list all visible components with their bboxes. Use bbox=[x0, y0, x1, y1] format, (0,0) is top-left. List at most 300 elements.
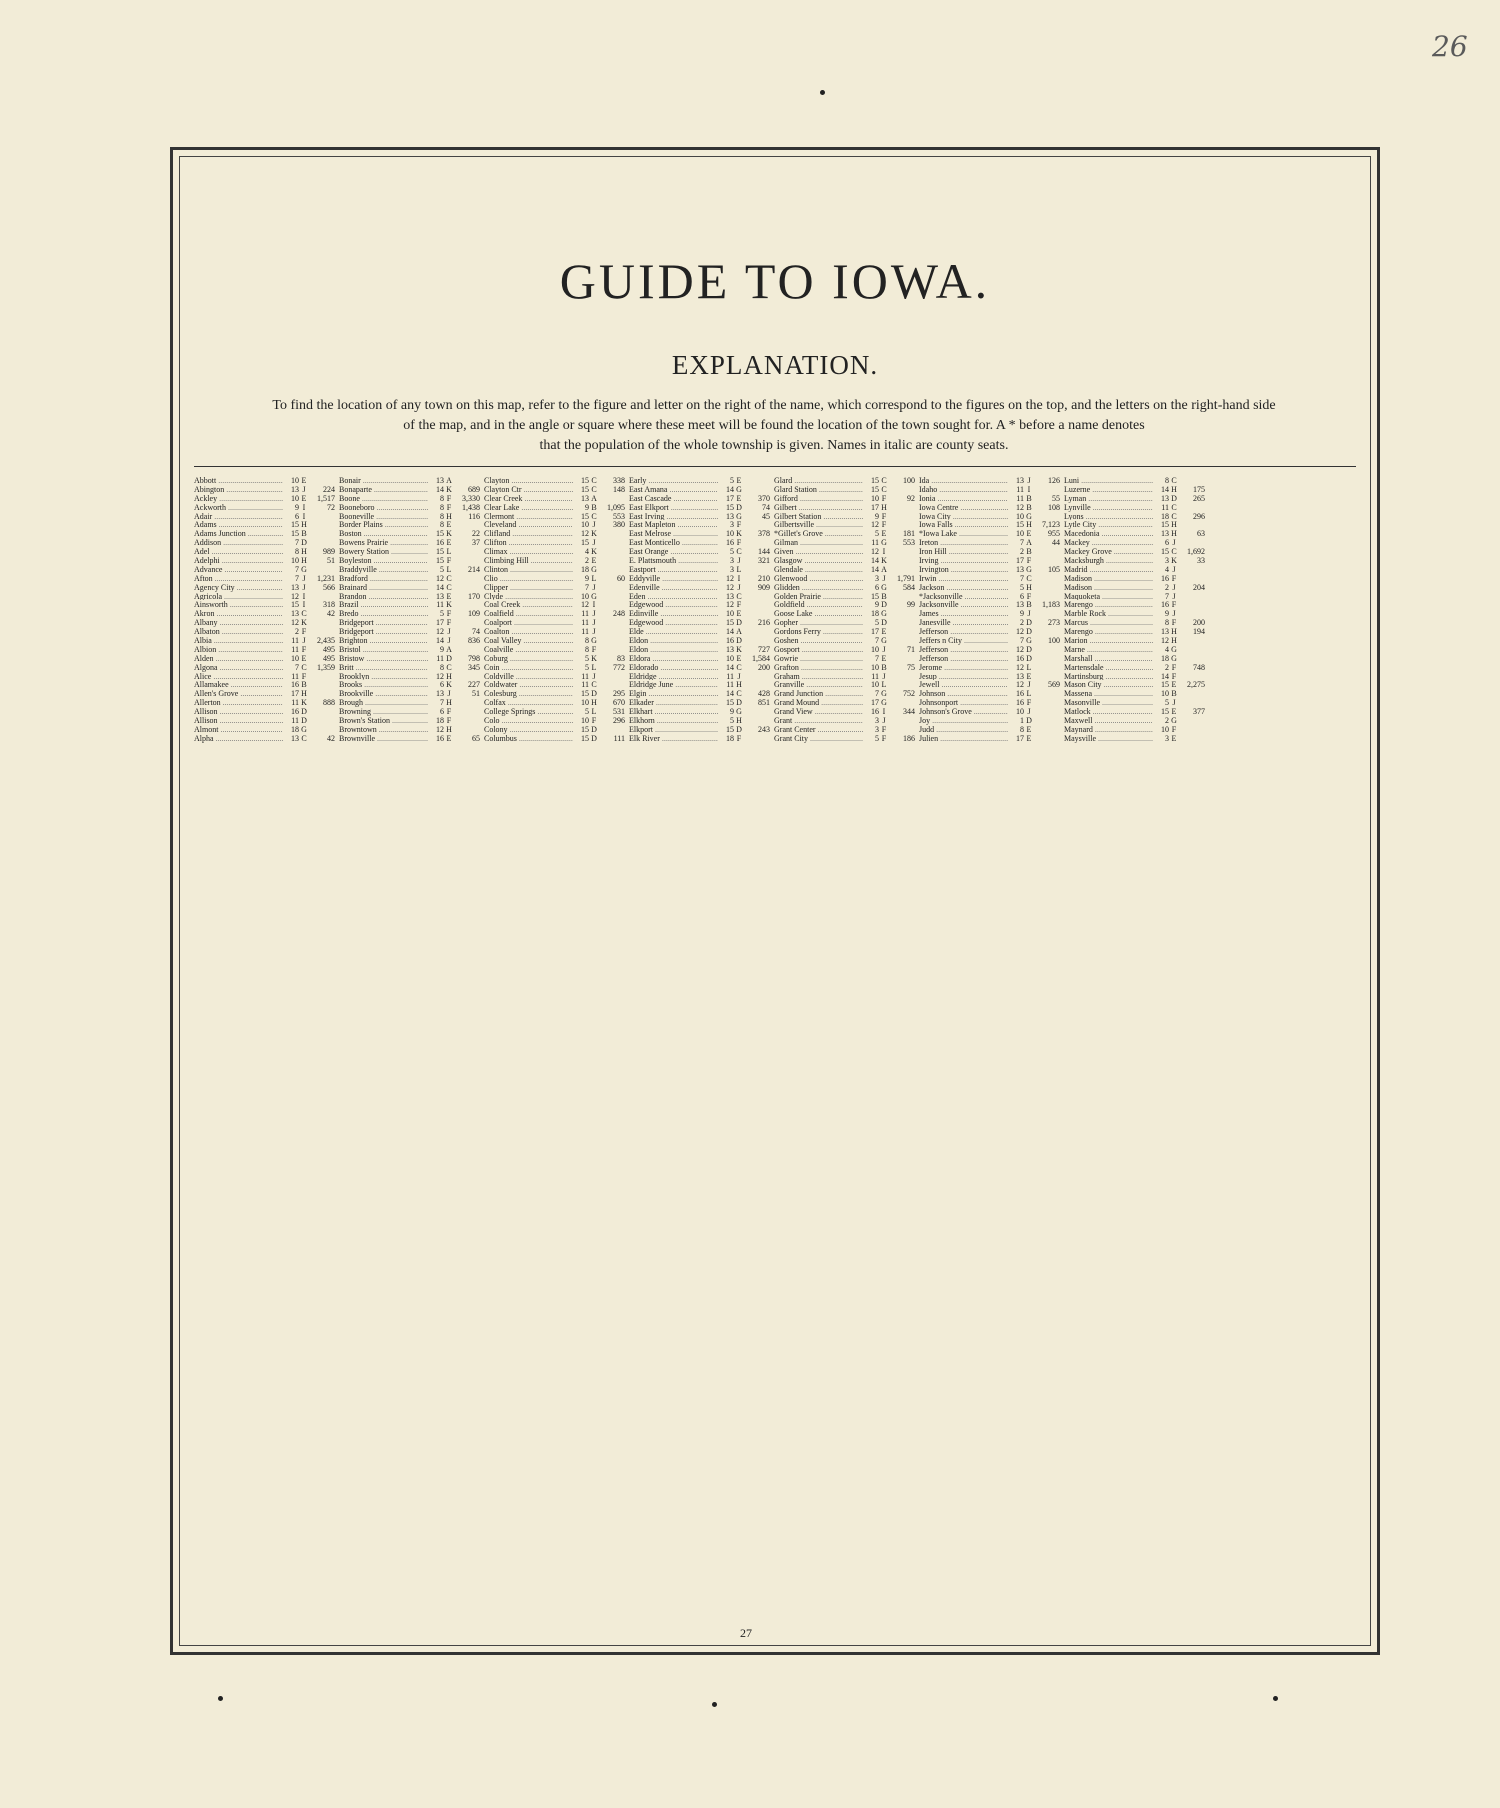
index-row bbox=[339, 627, 480, 636]
town-population: 909 bbox=[758, 582, 770, 592]
town-population bbox=[889, 556, 915, 565]
town-name: Luzerne ..... bbox=[1064, 485, 1153, 494]
town-name: Graham ..... bbox=[774, 672, 863, 681]
town-letter: F bbox=[736, 733, 742, 743]
index-row bbox=[774, 476, 915, 485]
town-letter: F bbox=[301, 627, 307, 637]
index-row bbox=[1064, 547, 1205, 556]
town-population: 108 bbox=[1048, 502, 1060, 512]
town-population: 989 bbox=[323, 547, 335, 557]
town-population: 109 bbox=[468, 609, 480, 619]
index-row bbox=[484, 672, 625, 681]
town-letter: D bbox=[1026, 653, 1032, 663]
town-letter: C bbox=[1171, 502, 1177, 512]
index-row bbox=[339, 689, 480, 698]
town-population: 214 bbox=[468, 564, 480, 574]
town-name: *Jacksonville ..... bbox=[919, 592, 1008, 601]
town-population: 495 bbox=[323, 644, 335, 654]
town-population: 344 bbox=[903, 707, 915, 717]
town-figure: 11 bbox=[436, 600, 444, 610]
town-letter: B bbox=[1026, 600, 1032, 610]
town-name: Britt ..... bbox=[339, 663, 428, 672]
town-letter: D bbox=[301, 538, 307, 548]
town-letter: G bbox=[736, 484, 742, 494]
index-row bbox=[194, 556, 335, 565]
town-figure: 15 bbox=[726, 502, 734, 512]
town-name: Irving ..... bbox=[919, 556, 1008, 565]
town-letter: J bbox=[1172, 564, 1176, 574]
town-population: 1,095 bbox=[607, 502, 625, 512]
town-figure: 10 bbox=[581, 591, 589, 601]
index-row bbox=[1064, 583, 1205, 592]
town-letter: C bbox=[591, 484, 597, 494]
town-figure: 10 bbox=[1161, 724, 1169, 734]
town-letter: J bbox=[1027, 680, 1031, 690]
town-population bbox=[309, 672, 335, 681]
town-figure: 11 bbox=[291, 636, 299, 646]
town-figure: 7 bbox=[1020, 636, 1024, 646]
town-figure: 16 bbox=[1016, 653, 1024, 663]
index-row bbox=[194, 734, 335, 743]
town-letter: I bbox=[302, 600, 306, 610]
town-letter: F bbox=[881, 520, 887, 530]
town-name: Judd ..... bbox=[919, 725, 1008, 734]
index-row bbox=[339, 654, 480, 663]
town-name: Elkader ..... bbox=[629, 698, 718, 707]
town-name: Clermont ..... bbox=[484, 512, 573, 521]
town-figure: 6 bbox=[295, 511, 299, 521]
town-name: Iowa Centre ..... bbox=[919, 503, 1008, 512]
town-population: 71 bbox=[907, 644, 915, 654]
index-row bbox=[339, 707, 480, 716]
town-letter: J bbox=[882, 644, 886, 654]
index-row bbox=[919, 707, 1060, 716]
town-figure: 12 bbox=[1161, 636, 1169, 646]
town-name: Albaton ..... bbox=[194, 627, 283, 636]
town-figure: 11 bbox=[291, 698, 299, 708]
town-name: Jewell ..... bbox=[919, 680, 1008, 689]
town-name: Jerome ..... bbox=[919, 663, 1008, 672]
town-name: Glard ..... bbox=[774, 476, 863, 485]
town-name: Lyman ..... bbox=[1064, 494, 1153, 503]
index-row bbox=[194, 707, 335, 716]
town-figure: 9 bbox=[440, 644, 444, 654]
town-letter: F bbox=[446, 707, 452, 717]
town-population: 105 bbox=[1048, 564, 1060, 574]
index-row bbox=[919, 627, 1060, 636]
index-row bbox=[484, 583, 625, 592]
town-figure: 12 bbox=[436, 671, 444, 681]
town-population: 181 bbox=[903, 529, 915, 539]
town-figure: 6 bbox=[440, 707, 444, 717]
town-population bbox=[309, 538, 335, 547]
town-figure: 3 bbox=[730, 520, 734, 530]
index-row bbox=[339, 600, 480, 609]
index-row bbox=[629, 574, 770, 583]
town-letter: K bbox=[881, 556, 887, 566]
town-population: 1,692 bbox=[1187, 547, 1205, 557]
index-row bbox=[484, 485, 625, 494]
town-name: Clifton ..... bbox=[484, 538, 573, 547]
town-figure: 13 bbox=[1016, 671, 1024, 681]
town-letter: G bbox=[591, 591, 597, 601]
index-row bbox=[629, 654, 770, 663]
town-figure: 17 bbox=[871, 698, 879, 708]
town-letter: I bbox=[302, 591, 306, 601]
town-figure: 15 bbox=[291, 520, 299, 530]
town-population bbox=[1034, 609, 1060, 618]
town-letter: E bbox=[881, 529, 887, 539]
town-name: Jesup ..... bbox=[919, 672, 1008, 681]
town-name: Maysville ..... bbox=[1064, 734, 1153, 743]
town-figure: 16 bbox=[726, 538, 734, 548]
town-letter: B bbox=[881, 662, 887, 672]
town-letter: C bbox=[881, 476, 887, 485]
town-figure: 13 bbox=[291, 582, 299, 592]
town-figure: 15 bbox=[1016, 520, 1024, 530]
town-name: Maxwell ..... bbox=[1064, 716, 1153, 725]
index-row bbox=[629, 689, 770, 698]
index-row bbox=[1064, 538, 1205, 547]
town-name: Eldridge ..... bbox=[629, 672, 718, 681]
town-name: Coalville ..... bbox=[484, 645, 573, 654]
town-population: 2,275 bbox=[1187, 680, 1205, 690]
town-name: Granville ..... bbox=[774, 680, 863, 689]
town-figure: 10 bbox=[291, 493, 299, 503]
index-row bbox=[919, 716, 1060, 725]
index-row bbox=[484, 512, 625, 521]
town-population bbox=[889, 618, 915, 627]
town-letter: J bbox=[737, 556, 741, 566]
town-letter: C bbox=[591, 476, 597, 485]
town-name: Jeffers n City ..... bbox=[919, 636, 1008, 645]
index-row bbox=[919, 583, 1060, 592]
town-letter: F bbox=[1171, 671, 1177, 681]
index-row bbox=[484, 547, 625, 556]
town-population bbox=[309, 716, 335, 725]
town-name: Jacksonville ..... bbox=[919, 600, 1008, 609]
town-population bbox=[889, 547, 915, 556]
town-figure: 10 bbox=[581, 698, 589, 708]
town-figure: 15 bbox=[581, 511, 589, 521]
town-population bbox=[1179, 609, 1205, 618]
town-name: Abbott ..... bbox=[194, 476, 283, 485]
town-population bbox=[889, 654, 915, 663]
town-figure: 15 bbox=[581, 476, 589, 485]
town-population bbox=[744, 707, 770, 716]
town-figure: 15 bbox=[581, 538, 589, 548]
index-column bbox=[484, 476, 629, 1616]
town-name: Eldorado ..... bbox=[629, 663, 718, 672]
town-name: East Orange ..... bbox=[629, 547, 718, 556]
town-population bbox=[1034, 592, 1060, 601]
town-letter: D bbox=[736, 502, 742, 512]
index-row bbox=[919, 592, 1060, 601]
index-row bbox=[774, 663, 915, 672]
town-figure: 7 bbox=[295, 538, 299, 548]
town-name: Clifland ..... bbox=[484, 529, 573, 538]
town-letter: E bbox=[446, 733, 452, 743]
town-letter: D bbox=[1026, 644, 1032, 654]
town-population bbox=[599, 680, 625, 689]
town-name: Coal Creek ..... bbox=[484, 600, 573, 609]
town-letter: K bbox=[591, 653, 597, 663]
town-letter: G bbox=[881, 689, 887, 699]
town-population: 378 bbox=[758, 529, 770, 539]
town-name: Clear Lake ..... bbox=[484, 503, 573, 512]
town-population bbox=[889, 520, 915, 529]
town-population bbox=[454, 583, 480, 592]
index-row bbox=[194, 538, 335, 547]
town-figure: 12 bbox=[581, 600, 589, 610]
index-row bbox=[1064, 520, 1205, 529]
town-figure: 2 bbox=[1020, 618, 1024, 628]
town-name: Agency City ..... bbox=[194, 583, 283, 592]
town-figure: 13 bbox=[726, 644, 734, 654]
town-figure: 14 bbox=[436, 582, 444, 592]
index-row bbox=[194, 618, 335, 627]
index-row bbox=[919, 689, 1060, 698]
town-population: 321 bbox=[758, 556, 770, 566]
town-name: Glasgow ..... bbox=[774, 556, 863, 565]
town-population: 63 bbox=[1197, 529, 1205, 539]
town-figure: 16 bbox=[291, 680, 299, 690]
town-population bbox=[454, 600, 480, 609]
town-population: 74 bbox=[762, 502, 770, 512]
town-population: 1,584 bbox=[752, 653, 770, 663]
town-name: Goldfield ..... bbox=[774, 600, 863, 609]
town-name: Ionia ..... bbox=[919, 494, 1008, 503]
town-letter: C bbox=[446, 573, 452, 583]
town-letter: D bbox=[736, 724, 742, 734]
town-population bbox=[889, 503, 915, 512]
town-figure: 11 bbox=[726, 671, 734, 681]
town-population bbox=[744, 485, 770, 494]
index-row bbox=[919, 485, 1060, 494]
town-name: East Mapleton ..... bbox=[629, 520, 718, 529]
town-population bbox=[889, 592, 915, 601]
town-letter: D bbox=[736, 698, 742, 708]
town-population: 1,438 bbox=[462, 502, 480, 512]
town-figure: 12 bbox=[291, 591, 299, 601]
town-letter: C bbox=[736, 547, 742, 557]
town-figure: 4 bbox=[1165, 564, 1169, 574]
index-row bbox=[1064, 574, 1205, 583]
town-figure: 10 bbox=[726, 609, 734, 619]
town-letter: A bbox=[881, 564, 887, 574]
town-name: Madison ..... bbox=[1064, 583, 1153, 592]
town-letter: G bbox=[881, 582, 887, 592]
town-population: 851 bbox=[758, 698, 770, 708]
town-population: 243 bbox=[758, 724, 770, 734]
town-index bbox=[194, 476, 1354, 1616]
town-name: Colony ..... bbox=[484, 725, 573, 734]
index-row bbox=[1064, 734, 1205, 743]
town-population bbox=[1179, 538, 1205, 547]
town-letter: I bbox=[882, 707, 886, 717]
index-row bbox=[629, 725, 770, 734]
town-letter: F bbox=[1171, 618, 1177, 628]
town-name: Coldwater ..... bbox=[484, 680, 573, 689]
town-letter: E bbox=[881, 627, 887, 637]
town-letter: I bbox=[882, 547, 886, 557]
town-figure: 11 bbox=[581, 627, 589, 637]
town-figure: 12 bbox=[291, 618, 299, 628]
explanation-line-3: that the population of the whole township is given. Names in italic are county seats. bbox=[539, 438, 1009, 453]
town-figure: 3 bbox=[875, 724, 879, 734]
town-name: Elkhart ..... bbox=[629, 707, 718, 716]
index-column bbox=[1064, 476, 1209, 1616]
town-population: 370 bbox=[758, 493, 770, 503]
index-row bbox=[629, 672, 770, 681]
footer-page-number: 27 bbox=[740, 1626, 752, 1640]
town-name: Elk River ..... bbox=[629, 734, 718, 743]
town-name: Abington ..... bbox=[194, 485, 283, 494]
town-name: Albany ..... bbox=[194, 618, 283, 627]
index-row bbox=[919, 672, 1060, 681]
index-row bbox=[919, 734, 1060, 743]
town-letter: G bbox=[881, 609, 887, 619]
town-letter: J bbox=[1172, 591, 1176, 601]
town-letter: F bbox=[1171, 600, 1177, 610]
town-letter: E bbox=[736, 493, 742, 503]
town-letter: E bbox=[736, 609, 742, 619]
town-letter: A bbox=[446, 644, 452, 654]
index-row bbox=[774, 600, 915, 609]
town-letter: L bbox=[736, 564, 742, 574]
town-figure: 12 bbox=[871, 547, 879, 557]
index-row bbox=[339, 512, 480, 521]
town-name: Akron ..... bbox=[194, 609, 283, 618]
town-letter: L bbox=[591, 662, 597, 672]
town-figure: 7 bbox=[1020, 573, 1024, 583]
town-figure: 11 bbox=[436, 653, 444, 663]
explanation-text bbox=[194, 396, 1354, 456]
index-row bbox=[339, 734, 480, 743]
town-population bbox=[1034, 574, 1060, 583]
index-row bbox=[194, 716, 335, 725]
index-row bbox=[1064, 592, 1205, 601]
town-letter: J bbox=[1172, 538, 1176, 548]
town-figure: 9 bbox=[730, 707, 734, 717]
town-figure: 11 bbox=[581, 609, 589, 619]
town-population bbox=[599, 556, 625, 565]
town-letter: B bbox=[301, 529, 307, 539]
town-name: Booneville ..... bbox=[339, 512, 428, 521]
town-figure: 10 bbox=[1016, 707, 1024, 717]
town-name: Grand Mound ..... bbox=[774, 698, 863, 707]
town-name: Agricola ..... bbox=[194, 592, 283, 601]
town-letter: D bbox=[736, 618, 742, 628]
town-name: Brandon ..... bbox=[339, 592, 428, 601]
index-row bbox=[919, 538, 1060, 547]
town-figure: 13 bbox=[291, 609, 299, 619]
town-letter: C bbox=[736, 689, 742, 699]
town-name: Browning ..... bbox=[339, 707, 428, 716]
town-figure: 11 bbox=[1016, 484, 1024, 494]
index-row bbox=[629, 663, 770, 672]
index-row bbox=[339, 609, 480, 618]
town-population bbox=[309, 725, 335, 734]
town-name: Iowa Falls ..... bbox=[919, 520, 1008, 529]
town-figure: 15 bbox=[871, 476, 879, 485]
town-name: East Cascade ..... bbox=[629, 494, 718, 503]
town-name: *Iowa Lake ..... bbox=[919, 529, 1008, 538]
town-letter: B bbox=[1171, 689, 1177, 699]
town-letter: F bbox=[591, 644, 597, 654]
town-figure: 8 bbox=[1020, 724, 1024, 734]
index-row bbox=[194, 485, 335, 494]
town-figure: 14 bbox=[436, 636, 444, 646]
town-figure: 18 bbox=[581, 564, 589, 574]
town-name: Brazil ..... bbox=[339, 600, 428, 609]
index-row bbox=[194, 680, 335, 689]
town-name: Gordons Ferry ..... bbox=[774, 627, 863, 636]
town-population bbox=[889, 672, 915, 681]
town-population: 216 bbox=[758, 618, 770, 628]
town-figure: 4 bbox=[585, 547, 589, 557]
town-figure: 5 bbox=[875, 618, 879, 628]
index-row bbox=[774, 734, 915, 743]
town-letter: E bbox=[736, 476, 742, 485]
town-population bbox=[1034, 663, 1060, 672]
town-letter: F bbox=[881, 493, 887, 503]
town-figure: 3 bbox=[1165, 556, 1169, 566]
town-name: East Melrose ..... bbox=[629, 529, 718, 538]
index-row bbox=[774, 636, 915, 645]
town-letter: J bbox=[1172, 582, 1176, 592]
town-figure: 16 bbox=[291, 707, 299, 717]
town-figure: 4 bbox=[1165, 644, 1169, 654]
town-figure: 18 bbox=[291, 724, 299, 734]
town-letter: E bbox=[301, 476, 307, 485]
town-figure: 10 bbox=[871, 493, 879, 503]
index-row bbox=[1064, 680, 1205, 689]
town-population bbox=[599, 618, 625, 627]
town-figure: 17 bbox=[871, 502, 879, 512]
town-letter: I bbox=[1027, 484, 1031, 494]
town-figure: 5 bbox=[440, 609, 444, 619]
town-population bbox=[1179, 689, 1205, 698]
town-letter: J bbox=[592, 671, 596, 681]
town-name: Bradford ..... bbox=[339, 574, 428, 583]
town-figure: 12 bbox=[871, 520, 879, 530]
index-row bbox=[1064, 689, 1205, 698]
town-letter: D bbox=[881, 618, 887, 628]
index-row bbox=[774, 645, 915, 654]
index-row bbox=[194, 476, 335, 485]
town-name: Boyleston ..... bbox=[339, 556, 428, 565]
town-population: 51 bbox=[327, 556, 335, 566]
town-letter: H bbox=[1026, 582, 1032, 592]
index-row bbox=[484, 663, 625, 672]
town-letter: E bbox=[446, 520, 452, 530]
town-population: 210 bbox=[758, 573, 770, 583]
town-population: 227 bbox=[468, 680, 480, 690]
town-name: Jackson ..... bbox=[919, 583, 1008, 592]
index-row bbox=[194, 663, 335, 672]
index-row bbox=[919, 574, 1060, 583]
town-figure: 8 bbox=[440, 520, 444, 530]
index-row bbox=[774, 698, 915, 707]
town-population bbox=[744, 734, 770, 743]
town-figure: 12 bbox=[726, 600, 734, 610]
town-letter: J bbox=[302, 484, 306, 494]
town-population bbox=[889, 627, 915, 636]
town-name: East Elkport ..... bbox=[629, 503, 718, 512]
town-figure: 15 bbox=[1161, 707, 1169, 717]
town-population bbox=[1034, 583, 1060, 592]
